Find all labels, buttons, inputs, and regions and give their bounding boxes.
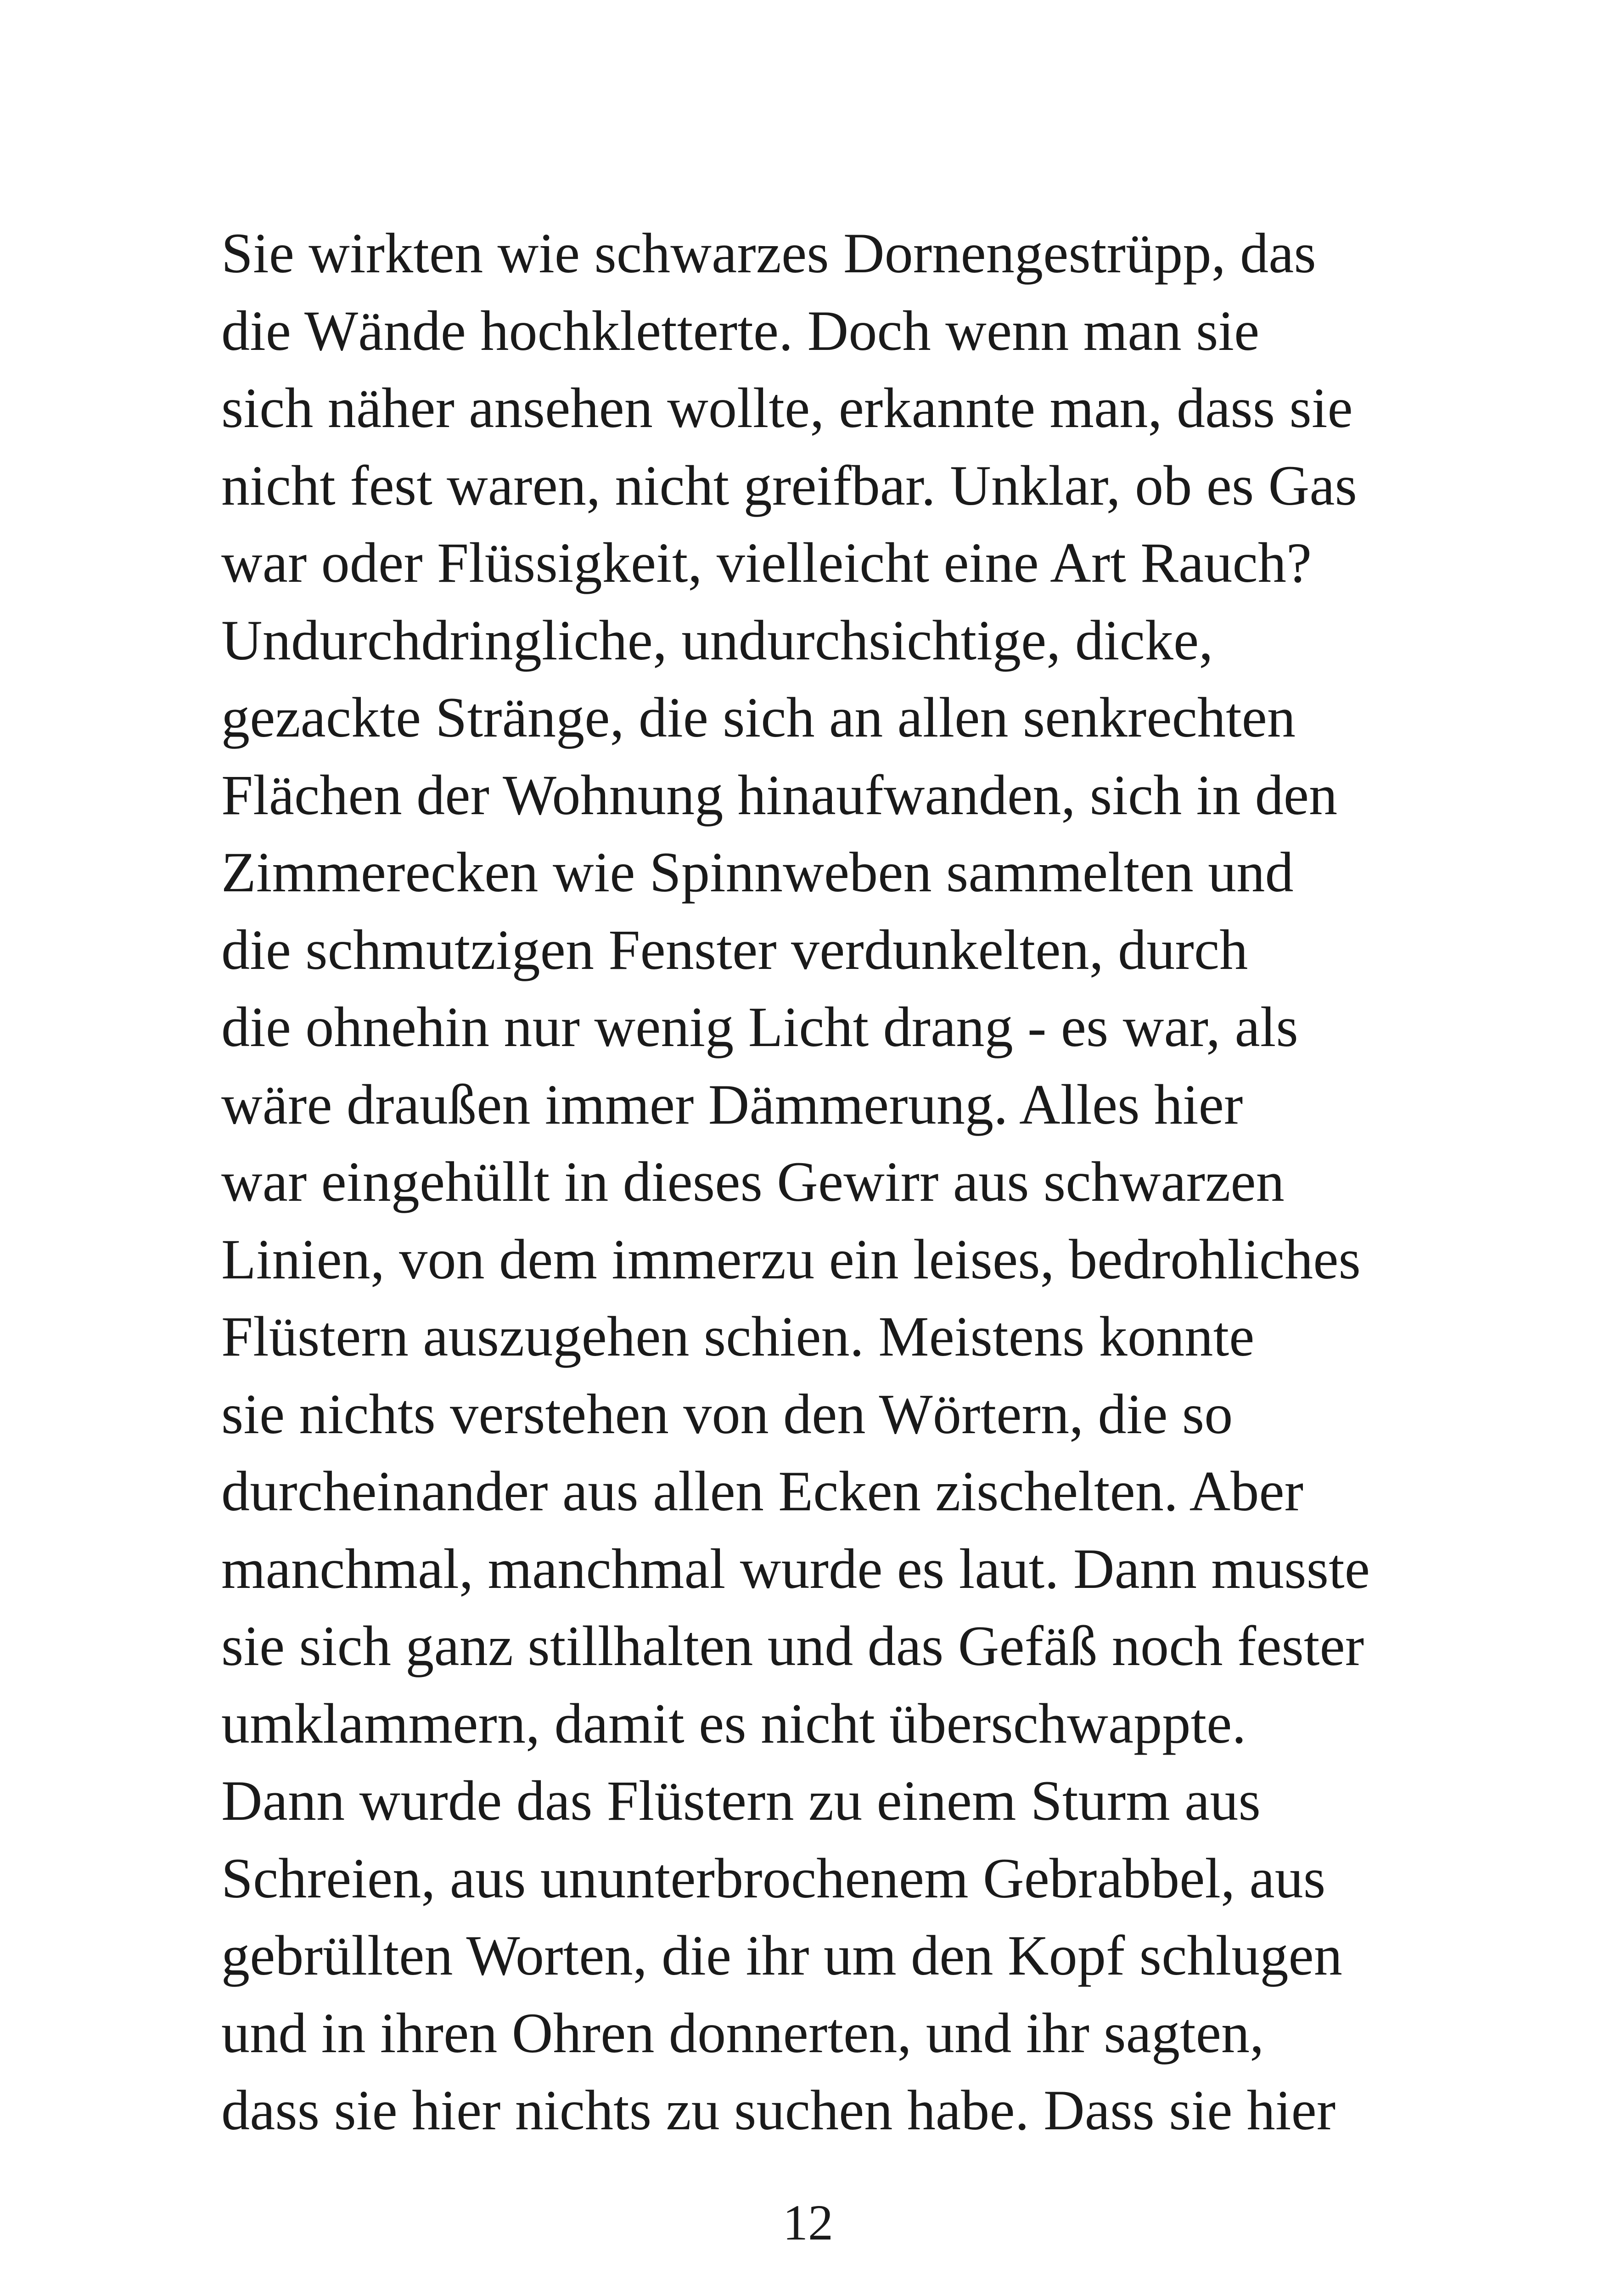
text-line: und in ihren Ohren donnerten, und ihr sagten, (221, 2001, 1264, 2065)
text-line: die schmutzigen Fenster verdunkelten, durch (221, 918, 1248, 981)
text-line: Undurchdringliche, undurchsichtige, dicke, (221, 608, 1213, 672)
text-line: gezackte Stränge, die sich an allen senkrechten (221, 686, 1296, 749)
text-line: Flächen der Wohnung hinaufwanden, sich in den (221, 763, 1338, 827)
body-text (221, 215, 1507, 2150)
text-line: wäre draußen immer Dämmerung. Alles hier (221, 1073, 1243, 1136)
text-line: manchmal, manchmal wurde es laut. Dann musste (221, 1537, 1370, 1600)
text-line: sie sich ganz stillhalten und das Gefäß noch fester (221, 1615, 1364, 1677)
text-line: die Wände hochkletterte. Doch wenn man sie (221, 299, 1260, 362)
text-line: Linien, von dem immerzu ein leises, bedrohliches (221, 1227, 1361, 1291)
text-line: Flüstern auszugehen schien. Meistens konnte (221, 1305, 1255, 1368)
text-line: umklammern, damit es nicht überschwappte. (221, 1692, 1246, 1755)
text-line: dass sie hier nichts zu suchen habe. Dass sie hier (221, 2079, 1336, 2142)
text-line: Sie wirkten wie schwarzes Dornengestrüpp, das (221, 222, 1316, 285)
text-line: die ohnehin nur wenig Licht drang - es war, als (221, 996, 1298, 1058)
text-line: war eingehüllt in dieses Gewirr aus schwarzen (221, 1150, 1285, 1213)
text-line: gebrüllten Worten, die ihr um den Kopf schlugen (221, 1924, 1343, 1987)
text-line: war oder Flüssigkeit, vielleicht eine Art Rauch? (221, 531, 1312, 594)
text-line: Dann wurde das Flüstern zu einem Sturm aus (221, 1769, 1261, 1832)
text-line: sich näher ansehen wollte, erkannte man, dass sie (221, 377, 1353, 439)
text-line: durcheinander aus allen Ecken zischelten. Aber (221, 1460, 1304, 1523)
text-line: Schreien, aus ununterbrochenem Gebrabbel, aus (221, 1846, 1326, 1910)
text-line: sie nichts verstehen von den Wörtern, die so (221, 1382, 1233, 1446)
page-number: 12 (783, 2195, 833, 2251)
text-line: nicht fest waren, nicht greifbar. Unklar, ob es Gas (221, 454, 1358, 517)
text-line: Zimmerecken wie Spinnweben sammelten und (221, 841, 1294, 904)
